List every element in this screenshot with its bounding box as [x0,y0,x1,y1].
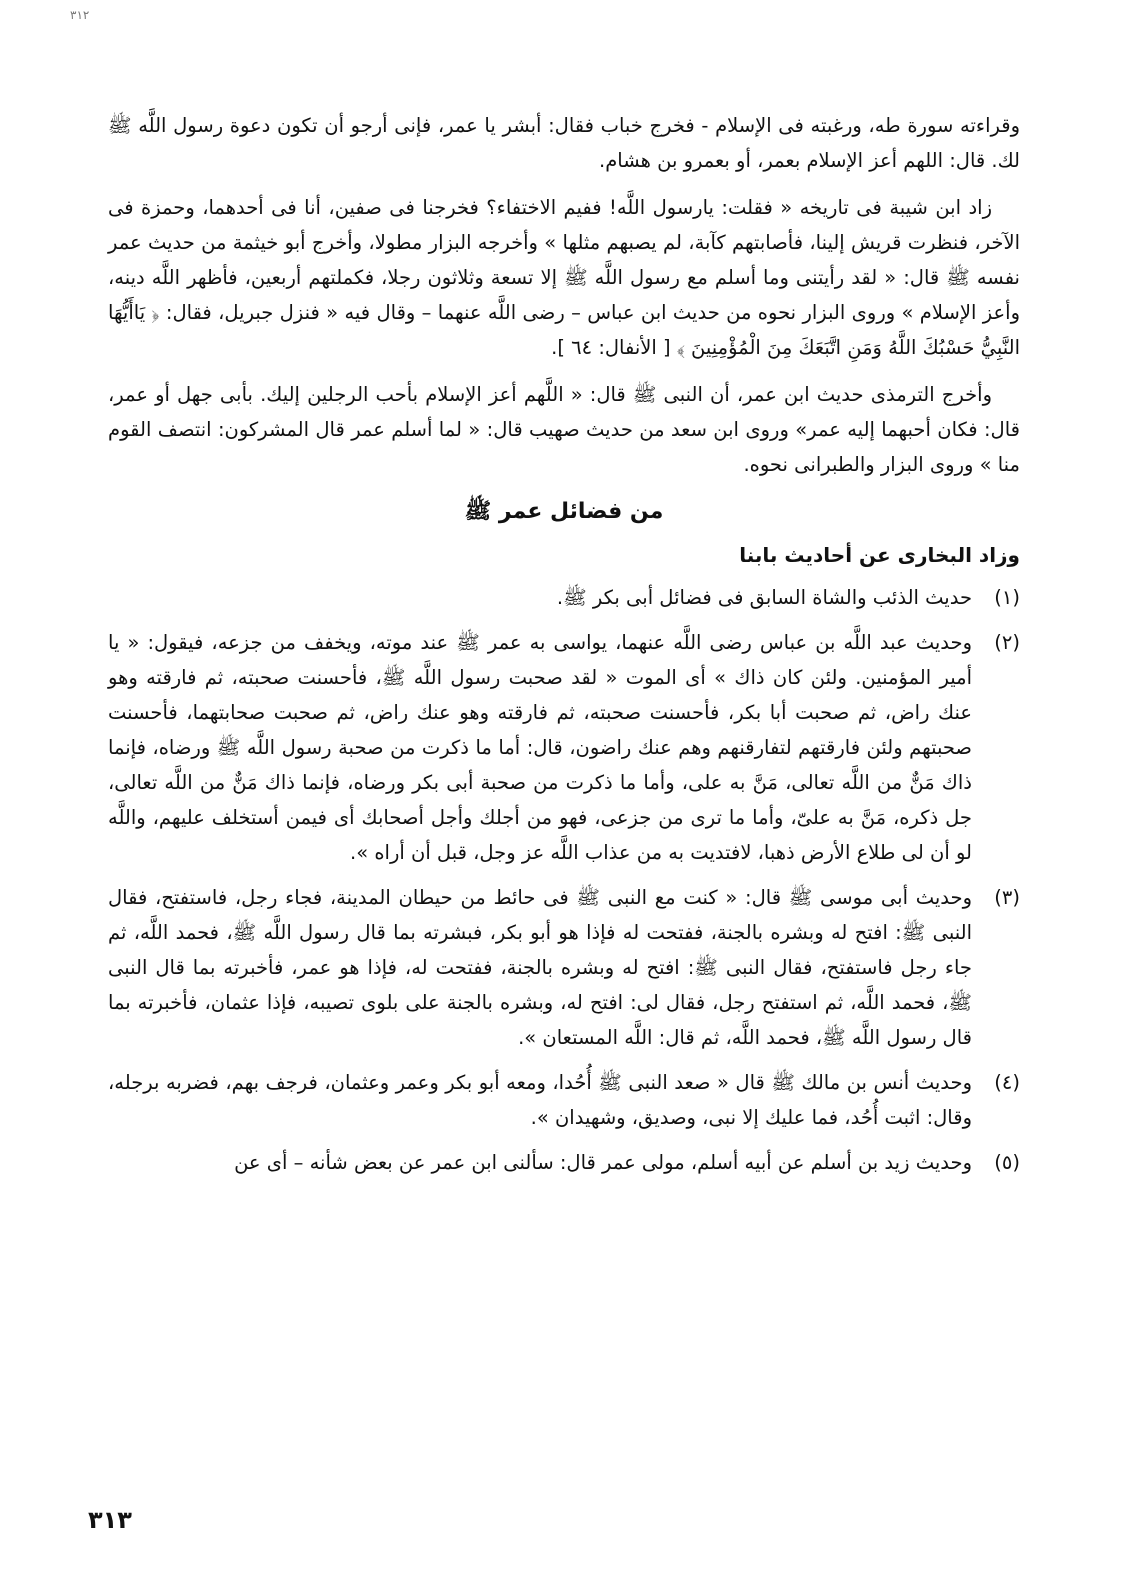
item-number: (١) [994,586,1020,609]
list-item [108,880,1020,1055]
page-number: ٣١٣ [88,1506,132,1534]
page-content [108,108,1020,1190]
list-item [108,625,1020,870]
item-number: (٤) [994,1071,1020,1094]
item-number: (٣) [994,886,1020,909]
section-subheading: وزاد البخارى عن أحاديث بابنا [739,543,1020,567]
item-number: (٢) [994,631,1020,654]
list-item [108,1065,1020,1135]
item-text: وحديث عبد اللَّه بن عباس رضى اللَّه عنهما، يواسى به عمر ﷺ عند موته، ويخفف من جزعه، فيقول: « يا أمير المؤمنين. ولئن كان ذاك » أى الموت « لقد صحبت رسول اللَّه ﷺ، فأحسنت صحبته، ثم فارقته وهو عنك راض، ثم صحبت أبا بكر، فأحسنت صحبته، ثم فارقته وهو عنك راض، ثم صحبت صحابتهما، فأحسنت صحبتهم ولئن فارقتهم لتفارقنهم وهم عنك راضون، قال: أما ما ذكرت من صحبة رسول اللَّه ﷺ ورضاه، فإنما ذاك مَنٌّ من اللَّه تعالى، مَنَّ به على، وأما ما ذكرت من صحبة أبى بكر ورضاه، فإنما ذاك مَنٌّ من اللَّه تعالى، جل ذكره، مَنَّ به علىّ، وأما ما ترى من جزعى، فهو من أجلك وأجل أصحابك أى فيمن أستخلف عليهم، واللَّه لو أن لى طلاع الأرض ذهبا، لافتديت به من عذاب اللَّه عز وجل، قبل أن أراه ». [108,631,972,864]
list-item [108,1145,1020,1180]
item-text: وحديث أبى موسى ﷺ قال: « كنت مع النبى ﷺ فى حائط من حيطان المدينة، فجاء رجل، فاستفتح، فقال النبى ﷺ: افتح له وبشره بالجنة، ففتحت له فإذا هو أبو بكر، فبشرته بما قال رسول اللَّه ﷺ، فحمد اللَّه، ثم جاء رجل فاستفتح، فقال النبى ﷺ: افتح له وبشره بالجنة، ففتحت له، فإذا هو عمر، فأخبرته بما قال النبى ﷺ، فحمد اللَّه، ثم استفتح رجل، فقال لى: افتح له، وبشره بالجنة على بلوى تصيبه، فإذا عثمان، فأخبرته بما قال رسول اللَّه ﷺ، فحمد اللَّه، ثم قال: اللَّه المستعان ». [108,886,972,1049]
paragraph-1: وقراءته سورة طه، ورغبته فى الإسلام - فخرج خباب فقال: أبشر يا عمر، فإنى أرجو أن تكون دعوة رسول اللَّه ﷺ لك. قال: اللهم أعز الإسلام بعمر، أو بعمرو بن هشام. [108,114,1020,172]
item-text: وحديث أنس بن مالك ﷺ قال « صعد النبى ﷺ أُحُدا، ومعه أبو بكر وعمر وعثمان، فرجف بهم، فضربه برجله، وقال: اثبت أُحُد، فما عليك إلا نبى، وصديق، وشهيدان ». [108,1071,972,1129]
paragraph-3: وأخرج الترمذى حديث ابن عمر، أن النبى ﷺ قال: « اللَّهم أعز الإسلام بأحب الرجلين إليك. بأبى جهل أو عمر، قال: فكان أحبهما إليه عمر» وروى ابن سعد من حديث صهيب قال: « لما أسلم عمر قال المشركون: انتصف القوم منا » وروى البزار والطبرانى نحوه. [108,383,1020,476]
item-number: (٥) [994,1151,1020,1174]
list-item [108,580,1020,615]
corner-mark: ٣١٢ [70,8,90,22]
section-heading: من فضائل عمر ﷺ [464,499,664,524]
item-text: حديث الذئب والشاة السابق فى فضائل أبى بكر ﷺ. [556,586,972,609]
item-text: وحديث زيد بن أسلم عن أبيه أسلم، مولى عمر قال: سألنى ابن عمر عن بعض شأنه – أى عن [234,1151,972,1174]
paragraph-2: زاد ابن شيبة فى تاريخه « فقلت: يارسول اللَّه! ففيم الاختفاء؟ فخرجنا فى صفين، أنا فى أحدهما، وحمزة فى الآخر، فنظرت قريش إلينا، فأصابتهم كآبة، لم يصبهم مثلها » وأخرجه البزار مطولا، وأخرج أبو خيثمة من حديث عمر نفسه ﷺ قال: « لقد رأيتنى وما أسلم مع رسول اللَّه ﷺ إلا تسعة وثلاثون رجلا، فكملتهم أربعين، فأظهر اللَّه دينه، وأعز الإسلام » وروى البزار نحوه من حديث ابن عباس – رضى اللَّه عنهما – وقال فيه « فنزل جبريل، فقال: ﴿ يَاأَيُّهَا النَّبِيُّ حَسْبُكَ اللَّهُ وَمَنِ اتَّبَعَكَ مِنَ الْمُؤْمِنِينَ ﴾ [ الأنفال: ٦٤ ]. [108,196,1020,359]
